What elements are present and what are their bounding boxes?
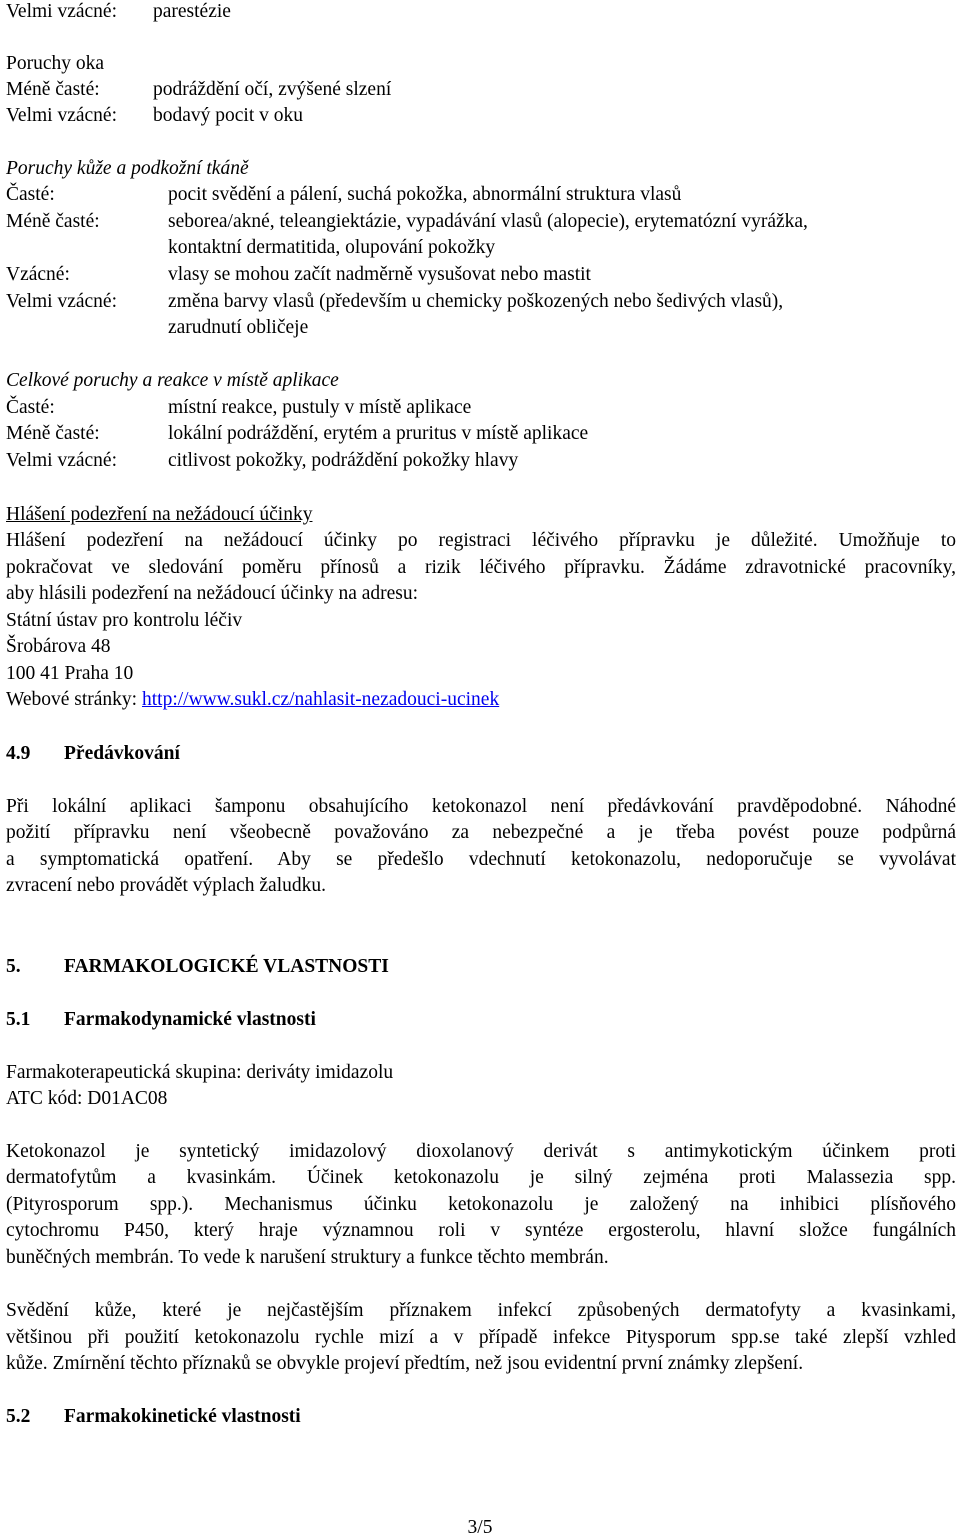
address-line: 100 41 Praha 10	[6, 663, 134, 684]
row-value-cont: zarudnutí obličeje	[168, 317, 309, 338]
section-title: Předávkování	[64, 743, 180, 764]
overdose-line: Při lokální aplikaci šamponu obsahujícího ketokonazol není předávkování pravděpodobné. Náhodné	[6, 796, 956, 817]
row-label: Méně časté:	[6, 423, 100, 444]
section-number: 5.	[6, 956, 21, 977]
section-number: 4.9	[6, 743, 31, 764]
page-number: 3/5	[467, 1517, 493, 1538]
row-value: parestézie	[153, 1, 231, 22]
overdose-line: požití přípravku není všeobecně považováno za nebezpečné a je třeba povést pouze podpůrná	[6, 822, 956, 843]
section-title: Farmakodynamické vlastnosti	[64, 1009, 316, 1030]
row-value: vlasy se mohou začít nadměrně vysušovat nebo mastit	[168, 264, 591, 285]
reporting-line: aby hlásili podezření na nežádoucí účinky na adresu:	[6, 583, 419, 604]
row-label: Velmi vzácné:	[6, 105, 117, 126]
paragraph-line: kůže. Zmírnění těchto příznaků se obvykle projeví předtím, než jsou evidentní první známky zlepšení.	[6, 1353, 804, 1374]
reporting-line: pokračovat ve sledování poměru přínosů a rizik léčivého přípravku. Žádáme zdravotnické pracovníky,	[6, 557, 956, 578]
paragraph-line: většinou při použití ketokonazolu rychle mizí a v případě infekce Pitysporum spp.se také zlepší vzhled	[6, 1327, 956, 1348]
row-label: Vzácné:	[6, 264, 70, 285]
paragraph-line: buněčných membrán. To vede k narušení struktury a funkce těchto membrán.	[6, 1247, 609, 1268]
overdose-line: a symptomatická opatření. Aby se předešlo vdechnutí ketokonazolu, nedoporučuje se vyvolávat	[6, 849, 956, 870]
general-heading: Celkové poruchy a reakce v místě aplikace	[6, 370, 339, 391]
paragraph-line: Svědění kůže, které je nejčastějším příznakem infekcí způsobených dermatofyty a kvasinkami,	[6, 1300, 956, 1321]
row-value: citlivost pokožky, podráždění pokožky hlavy	[168, 450, 519, 471]
eye-heading: Poruchy oka	[6, 53, 105, 74]
row-label: Méně časté:	[6, 211, 100, 232]
paragraph-line: Ketokonazol je syntetický imidazolový dioxolanový derivát s antimykotickým účinkem proti	[6, 1141, 956, 1162]
web-link[interactable]: http://www.sukl.cz/nahlasit-nezadouci-ucinek	[141, 689, 500, 710]
web-label: Webové stránky:	[6, 689, 142, 710]
address-line: Státní ústav pro kontrolu léčiv	[6, 610, 243, 631]
section-title: Farmakokinetické vlastnosti	[64, 1406, 301, 1427]
section-number: 5.1	[6, 1009, 31, 1030]
skin-heading: Poruchy kůže a podkožní tkáně	[6, 158, 249, 179]
row-value: místní reakce, pustuly v místě aplikace	[168, 397, 472, 418]
reporting-heading: Hlášení podezření na nežádoucí účinky	[6, 504, 313, 525]
row-label: Velmi vzácné:	[6, 450, 117, 471]
paragraph-line: (Pityrosporum spp.). Mechanismus účinku ketokonazolu je založený na inhibici plísňového	[6, 1194, 956, 1215]
paragraph-line: dermatofytům a kvasinkám. Účinek ketokonazolu je silný zejména proti Malassezia spp.	[6, 1167, 956, 1188]
row-label: Časté:	[6, 184, 55, 205]
address-line: Šrobárova 48	[6, 636, 111, 657]
row-value: lokální podráždění, erytém a pruritus v místě aplikace	[168, 423, 589, 444]
web-row	[6, 688, 499, 712]
row-label: Časté:	[6, 397, 55, 418]
row-value: bodavý pocit v oku	[153, 105, 304, 126]
section-number: 5.2	[6, 1406, 31, 1427]
section-title: FARMAKOLOGICKÉ VLASTNOSTI	[64, 956, 389, 977]
row-value: seborea/akné, teleangiektázie, vypadávání vlasů (alopecie), erytematózní vyrážka,	[168, 211, 808, 232]
pharmacotherapeutic-group: Farmakoterapeutická skupina: deriváty imidazolu	[6, 1062, 394, 1083]
row-label: Velmi vzácné:	[6, 291, 117, 312]
row-value: změna barvy vlasů (především u chemicky poškozených nebo šedivých vlasů),	[168, 291, 784, 312]
paragraph-line: cytochromu P450, který hraje významnou roli v syntéze ergosterolu, hlavní složce fungálních	[6, 1220, 956, 1241]
row-label: Méně časté:	[6, 79, 100, 100]
atc-code: ATC kód: D01AC08	[6, 1088, 168, 1109]
row-value-cont: kontaktní dermatitida, olupování pokožky	[168, 237, 496, 258]
row-label: Velmi vzácné:	[6, 1, 117, 22]
row-value: podráždění očí, zvýšené slzení	[153, 79, 392, 100]
row-value: pocit svědění a pálení, suchá pokožka, abnormální struktura vlasů	[168, 184, 682, 205]
overdose-line: zvracení nebo provádět výplach žaludku.	[6, 875, 326, 896]
reporting-line: Hlášení podezření na nežádoucí účinky po registraci léčivého přípravku je důležité. Umožňuje to	[6, 530, 956, 551]
